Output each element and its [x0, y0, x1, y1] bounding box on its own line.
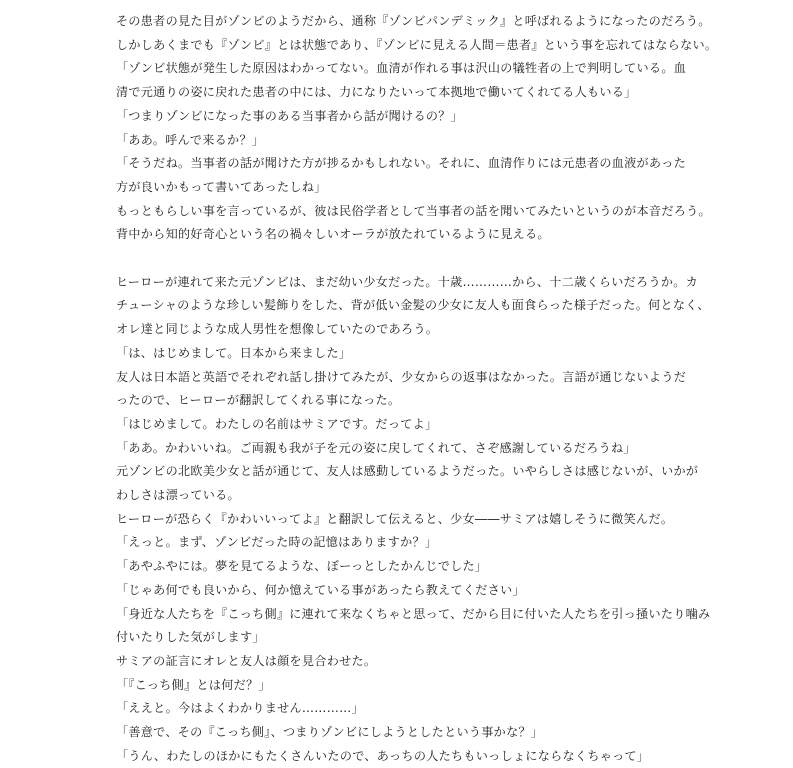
text-line: もっともらしい事を言っているが、彼は民俗学者として当事者の話を聞いてみたいというのが本音だろう。	[116, 203, 711, 218]
paragraph-break	[116, 247, 691, 271]
text-line: チューシャのような珍しい髪飾りをした、背が低い金髪の少女に友人も面食らった様子だった。何となく、	[116, 298, 710, 313]
text-line: 「あやふやには。夢を見てるような、ぼーっとしたかんじでした」	[116, 559, 488, 574]
text-line: 「は、はじめまして。日本から来ました」	[116, 345, 352, 360]
text-line: 「『こっち側』とは何だ？」	[116, 677, 271, 692]
text-line: オレ達と同じような成人男性を想像していたのであろう。	[116, 322, 439, 337]
text-line: 元ゾンビの北欧美少女と話が通じて、友人は感動しているようだった。いやらしさは感じないが、いかが	[116, 464, 699, 479]
text-line: ヒーローが恐らく『かわいいってよ』と翻訳して伝えると、少女――サミアは嬉しそうに微笑んだ。	[116, 511, 674, 526]
text-line: 「身近な人たちを『こっち側』に連れて来なくちゃと思って、だから目に付いた人たちを引っ掻いたり噛み	[116, 606, 711, 621]
text-line: しかしあくまでも『ゾンビ』とは状態であり、『ゾンビに見える人間＝患者』という事を忘れてはならない。	[116, 37, 718, 52]
text-line: 付いたりした気がします」	[116, 630, 265, 645]
text-line: 「ゾンビ状態が発生した原因はわかってない。血清が作れる事は沢山の犠牲者の上で判明している。血	[116, 61, 687, 76]
text-line: 方が良いかもって書いてあったしね」	[116, 179, 327, 194]
text-line: ったので、ヒーローが翻訳してくれる事になった。	[116, 393, 401, 408]
text-line: わしさは漂っている。	[116, 488, 240, 503]
text-line: 「そうだね。当事者の話が聞けた方が捗るかもしれない。それに、血清作りには元患者の血液があった	[116, 156, 686, 171]
text-line: 「ええと。今はよくわかりません…………」	[116, 701, 364, 716]
text-line: 「善意で、その『こっち側』、つまりゾンビにしようとしたという事かな？」	[116, 725, 544, 740]
text-line: 友人は日本語と英語でそれぞれ話し掛けてみたが、少女からの返事はなかった。言語が通じないようだ	[116, 369, 687, 384]
text-line: 清で元通りの姿に戻れた患者の中には、力になりたいって本拠地で働いてくれてる人もいる」	[116, 85, 637, 100]
text-line: 「ああ。呼んで来るか？」	[116, 132, 265, 147]
text-line: サミアの証言にオレと友人は顔を見合わせた。	[116, 653, 377, 668]
text-line: 「はじめまして。わたしの名前はサミアです。だってよ」	[116, 416, 438, 431]
text-line: 「えっと。まず、ゾンビだった時の記憶はありますか？」	[116, 535, 438, 550]
document-body	[116, 10, 718, 768]
text-line: ヒーローが連れて来た元ゾンビは、まだ幼い少女だった。十歳…………から、十二歳くらいだろうか。カ	[116, 274, 699, 289]
text-line: 背中から知的好奇心という名の禍々しいオーラが放たれているように見える。	[116, 227, 550, 242]
text-line: 「うん、わたしのほかにもたくさんいたので、あっちの人たちもいっしょにならなくちゃって」	[116, 748, 650, 763]
text-line: 「つまりゾンビになった事のある当事者から話が聞けるの？」	[116, 108, 464, 123]
text-line: 「ああ。かわいいね。ご両親も我が子を元の姿に戻してくれて、さぞ感謝しているだろうね」	[116, 440, 636, 455]
text-line: その患者の見た目がゾンビのようだから、通称『ゾンビパンデミック』と呼ばれるようになったのだろう。	[116, 14, 711, 28]
text-line: 「じゃあ何でも良いから、何か憶えている事があったら教えてください」	[116, 582, 525, 597]
